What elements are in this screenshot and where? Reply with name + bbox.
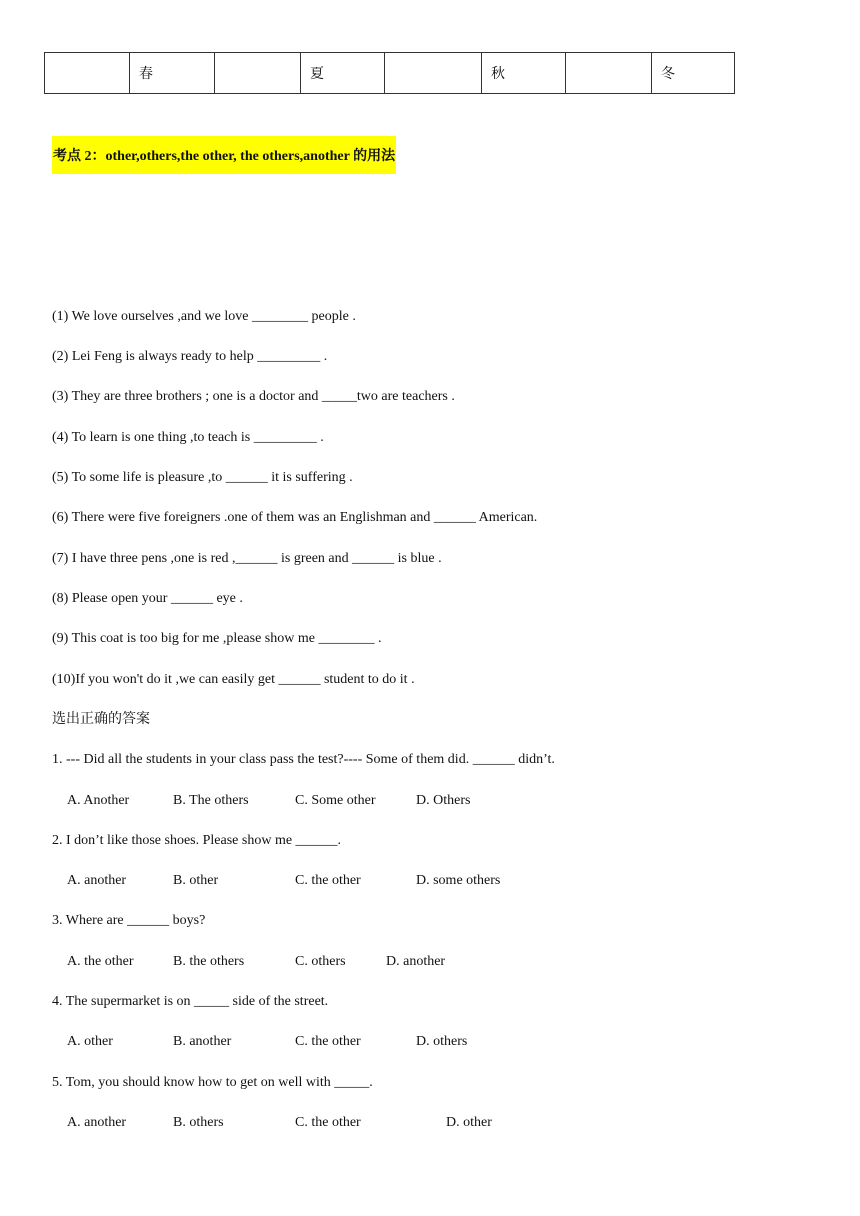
option: D. other (446, 1115, 492, 1130)
fill-blank-item: (9) This coat is too big for me ,please show me ________ . (52, 631, 382, 646)
fill-blank-item: (2) Lei Feng is always ready to help _________ . (52, 349, 328, 364)
fill-blank-item: (10)If you won't do it ,we can easily get ______ student to do it . (52, 672, 415, 687)
option: A. the other (67, 954, 134, 969)
option: B. other (173, 873, 219, 888)
option: C. the other (295, 1115, 361, 1130)
option: D. Others (416, 793, 471, 808)
option: B. The others (173, 793, 249, 808)
option: C. others (295, 954, 346, 969)
option: D. another (386, 954, 446, 969)
option: A. other (67, 1034, 113, 1049)
table-cell (385, 53, 482, 94)
option: C. the other (295, 1034, 361, 1049)
option: A. another (67, 1115, 127, 1130)
option: D. some others (416, 873, 501, 888)
table-cell (215, 53, 301, 94)
question-stem: 1. --- Did all the students in your class pass the test?---- Some of them did. ______ didn’t. (52, 752, 555, 767)
table-cell (45, 53, 130, 94)
section-heading: 考点 2：other,others,the other, the others,another 的用法 (52, 136, 396, 174)
season-table-row (45, 53, 735, 94)
option: B. others (173, 1115, 224, 1130)
choice-section-title: 选出正确的答案 (52, 712, 150, 727)
table-cell: 冬 (652, 53, 735, 94)
question-stem: 3. Where are ______ boys? (52, 913, 206, 928)
question-stem: 2. I don’t like those shoes. Please show me ______. (52, 833, 342, 848)
option: A. Another (67, 793, 130, 808)
fill-blank-item: (3) They are three brothers ; one is a doctor and _____two are teachers . (52, 389, 455, 404)
option: C. the other (295, 873, 361, 888)
table-cell: 春 (130, 53, 215, 94)
option: B. the others (173, 954, 245, 969)
option: A. another (67, 873, 127, 888)
season-table (44, 52, 735, 94)
question-stem: 5. Tom, you should know how to get on well with _____. (52, 1075, 373, 1090)
section-heading-wrap (52, 136, 396, 174)
option: B. another (173, 1034, 232, 1049)
table-cell (566, 53, 652, 94)
fill-blank-item: (4) To learn is one thing ,to teach is _________ . (52, 430, 324, 445)
fill-blank-item: (8) Please open your ______ eye . (52, 591, 243, 606)
fill-blank-item: (7) I have three pens ,one is red ,______ is green and ______ is blue . (52, 551, 442, 566)
question-stem: 4. The supermarket is on _____ side of the street. (52, 994, 329, 1009)
option: D. others (416, 1034, 468, 1049)
fill-blank-item: (1) We love ourselves ,and we love ________ people . (52, 309, 356, 324)
fill-blank-item: (6) There were five foreigners .one of them was an Englishman and ______ American. (52, 510, 538, 525)
option: C. Some other (295, 793, 376, 808)
table-cell: 夏 (301, 53, 385, 94)
table-cell: 秋 (482, 53, 566, 94)
fill-blank-item: (5) To some life is pleasure ,to ______ it is suffering . (52, 470, 353, 485)
